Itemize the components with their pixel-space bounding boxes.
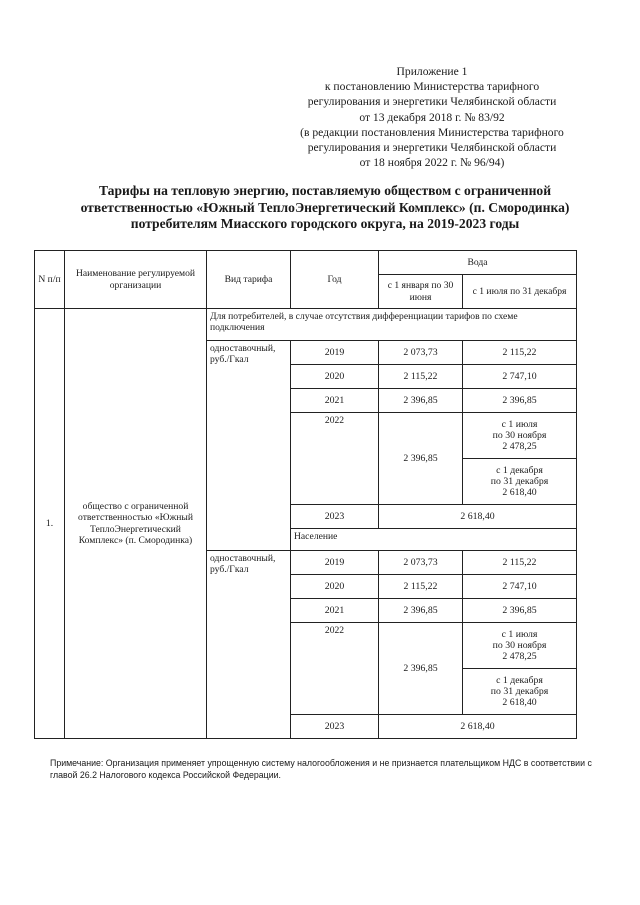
header-row (35, 251, 577, 275)
row-number: 1. (35, 309, 65, 739)
value-first-half: 2 396,85 (379, 389, 463, 413)
year-cell: 2019 (291, 551, 379, 575)
value-second-half: 2 396,85 (463, 389, 577, 413)
value-first-half: 2 115,22 (379, 575, 463, 599)
section-label: Население (291, 529, 577, 551)
value-second-half: 2 747,10 (463, 365, 577, 389)
period-start: с 1 декабря (496, 464, 543, 476)
period-value: 2 478,25 (502, 651, 537, 663)
period-start: с 1 июля (501, 628, 538, 640)
year-cell: 2020 (291, 365, 379, 389)
title-line: ответственностью «Южный ТеплоЭнергетический Комплекс» (п. Смородинка) (80, 199, 570, 215)
section-header-row (35, 309, 577, 341)
value-full-year: 2 618,40 (379, 715, 577, 739)
value-first-half: 2 396,85 (379, 599, 463, 623)
tariff-type: одноставочный, руб./Гкал (207, 551, 291, 739)
appendix-line: Приложение 1 (396, 65, 468, 78)
year-cell: 2022 (291, 413, 379, 505)
header-organization: Наименование регулируемой организации (65, 251, 207, 309)
appendix-line: регулирования и энергетики Челябинской области (307, 141, 557, 155)
appendix-line: регулирования и энергетики Челябинской области (307, 95, 557, 109)
header-water: Вода (379, 251, 577, 275)
value-december (463, 669, 577, 715)
appendix-block (282, 64, 582, 170)
header-second-half: с 1 июля по 31 декабря (463, 275, 577, 309)
year-cell: 2023 (291, 505, 379, 529)
appendix-line: к постановлению Министерства тарифного (324, 80, 540, 94)
year-cell: 2023 (291, 715, 379, 739)
appendix-line: от 18 ноября 2022 г. № 96/94) (359, 156, 505, 170)
organization-name: общество с ограниченной ответственностью «Южный ТеплоЭнергетический Комплекс» (п. Смородинка) (65, 309, 207, 739)
tariff-table (34, 250, 577, 739)
appendix-line: от 13 декабря 2018 г. № 83/92 (359, 110, 505, 124)
section-label: Для потребителей, в случае отсутствия дифференциации тарифов по схеме подключения (207, 309, 577, 341)
value-first-half: 2 073,73 (379, 341, 463, 365)
value-first-half: 2 115,22 (379, 365, 463, 389)
footnote: Примечание: Организация применяет упрощенную систему налогообложения и не признается плательщиком НДС в соответствии с главой 26.2 Налогового кодекса Российской Федерации. (50, 758, 592, 780)
year-cell: 2019 (291, 341, 379, 365)
period-value: 2 618,40 (502, 697, 537, 709)
period-value: 2 618,40 (502, 487, 537, 499)
period-start: с 1 июля (501, 418, 538, 430)
document-title (40, 183, 610, 233)
title-line: потребителям Миасского городского округа, на 2019-2023 годы (130, 216, 520, 231)
value-second-half: 2 396,85 (463, 599, 577, 623)
header-first-half: с 1 января по 30 июня (379, 275, 463, 309)
year-cell: 2020 (291, 575, 379, 599)
period-value: 2 478,25 (502, 441, 537, 453)
value-december (463, 459, 577, 505)
period-start: с 1 декабря (496, 674, 543, 686)
year-cell: 2021 (291, 389, 379, 413)
title-line: Тарифы на тепловую энергию, поставляемую обществом с ограниченной (98, 183, 552, 198)
value-second-half: 2 115,22 (463, 341, 577, 365)
value-second-half: 2 115,22 (463, 551, 577, 575)
value-first-half: 2 396,85 (379, 413, 463, 505)
header-year: Год (291, 251, 379, 309)
header-tariff-type: Вид тарифа (207, 251, 291, 309)
value-full-year: 2 618,40 (379, 505, 577, 529)
year-cell: 2022 (291, 623, 379, 715)
value-first-half: 2 073,73 (379, 551, 463, 575)
period-end: по 30 ноября (492, 429, 547, 441)
period-end: по 31 декабря (490, 475, 549, 487)
value-july-november (463, 623, 577, 669)
value-first-half: 2 396,85 (379, 623, 463, 715)
appendix-line: (в редакции постановления Министерства тарифного (300, 125, 564, 139)
value-second-half: 2 747,10 (463, 575, 577, 599)
tariff-type: одноставочный, руб./Гкал (207, 341, 291, 551)
value-july-november (463, 413, 577, 459)
period-end: по 31 декабря (490, 685, 549, 697)
period-end: по 30 ноября (492, 639, 547, 651)
header-num: N п/п (35, 251, 65, 309)
year-cell: 2021 (291, 599, 379, 623)
